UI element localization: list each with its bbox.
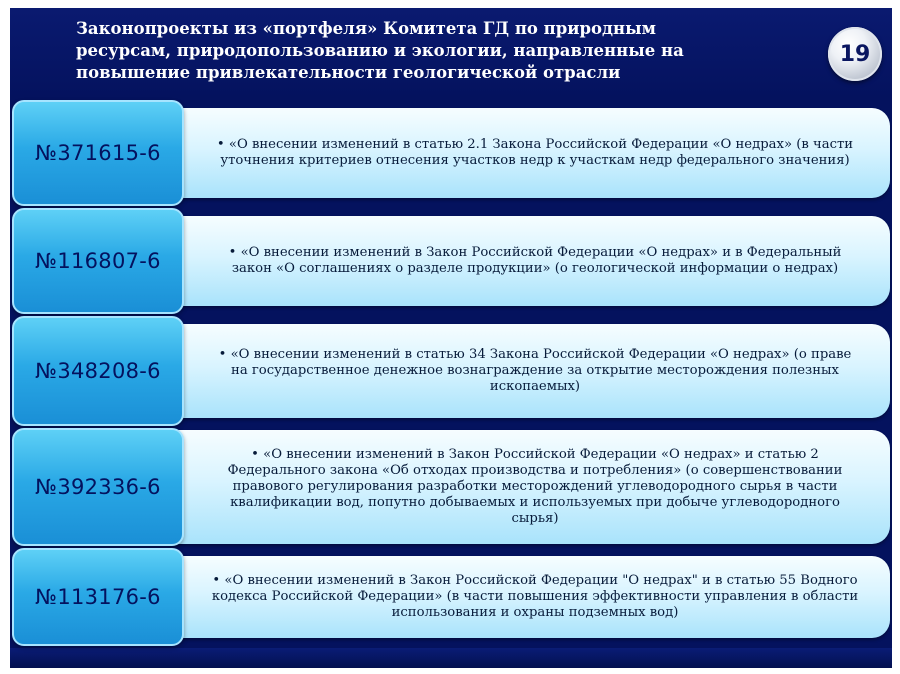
bill-description: • «О внесении изменений в статью 34 Закона Российской Федерации «О недрах» (о праве на государственное денежное вознаграждение за открытие месторождения полезных ископаемых) (218, 347, 852, 394)
bill-number: №113176-6 (35, 585, 161, 609)
bill-description-box (170, 430, 890, 544)
bill-description: • «О внесении изменений в Закон Российской Федерации "О недрах" и в статью 55 Водного кодекса Российской Федерации» (в части повышения эффективности управления в области использования и охраны подземных вод) (211, 573, 859, 620)
bill-row (10, 428, 892, 546)
bill-description: • «О внесении изменений в Закон Российской Федерации «О недрах» и статью 2 Федерального закона «Об отходах производства и потребления» (о совершенствовании правового регулирования разработки месторождений углеводородного сырья в части квалификации вод, попутно добываемых и используемых при добыче углеводородного сырья) (227, 447, 843, 526)
bill-row (10, 100, 892, 206)
bill-row (10, 316, 892, 426)
bill-number-box (12, 548, 184, 646)
slide-number: 19 (839, 41, 871, 67)
slide-title: Законопроекты из «портфеля» Комитета ГД по природным ресурсам, природопользованию и экологии, направленные на повышение привлекательности геологической отрасли (76, 19, 684, 82)
bill-number: №392336-6 (35, 475, 161, 499)
bill-description: • «О внесении изменений в статью 2.1 Закона Российской Федерации «О недрах» (в части уточнения критериев отнесения участков недр к участкам недр федерального значения) (216, 137, 854, 168)
bill-number-box (12, 208, 184, 314)
bill-number: №371615-6 (35, 141, 161, 165)
slide-header (10, 8, 892, 98)
bill-description-box (170, 108, 890, 198)
slide-footer-bar (10, 648, 892, 668)
bill-number: №116807-6 (35, 249, 161, 273)
bill-row (10, 208, 892, 314)
bill-description-box (170, 216, 890, 306)
bill-row (10, 548, 892, 646)
slide (10, 8, 892, 668)
bill-number-box (12, 428, 184, 546)
bill-description: • «О внесении изменений в Закон Российской Федерации «О недрах» и в Федеральный закон «О соглашениях о разделе продукции» (о геологической информации о недрах) (228, 245, 842, 276)
bill-description-box (170, 556, 890, 638)
slide-number-badge (828, 27, 882, 81)
bill-number-box (12, 316, 184, 426)
bill-number: №348208-6 (35, 359, 161, 383)
bill-description-box (170, 324, 890, 418)
bill-number-box (12, 100, 184, 206)
